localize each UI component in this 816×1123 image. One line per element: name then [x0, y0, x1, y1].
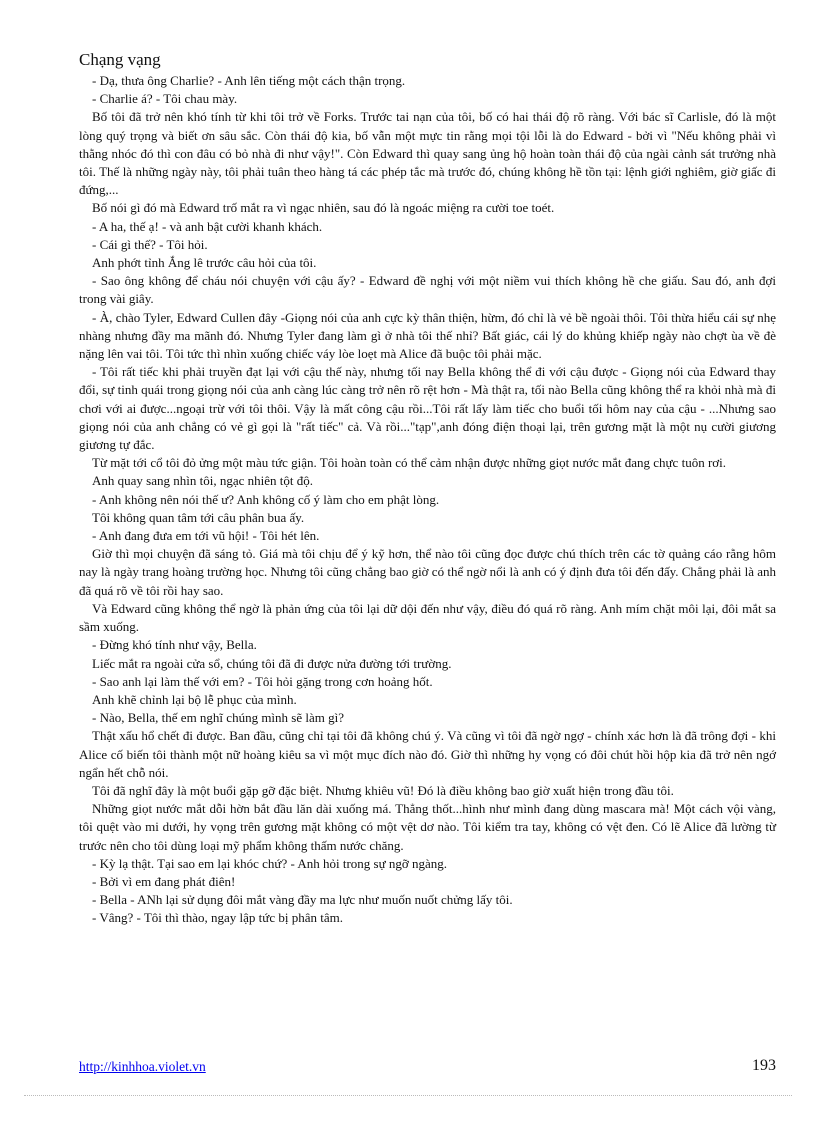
chapter-title: Chạng vạng: [79, 50, 161, 69]
paragraph: - Charlie á? - Tôi chau mày.: [92, 91, 238, 107]
paragraph: Giờ thì mọi chuyện đã sáng tỏ. Giá mà tôi chịu để ý kỹ hơn, thể nào tôi cũng đọc được chú thích trên các tờ quảng cáo rằng hôm nay là ngày trang hoàng trường học. Nhưng tôi cũng chẳng bao giờ có thể ngờ nổi là anh có ý định đưa tôi đến đấy. Chẳng phải là anh đã quá rõ về tôi rồi hay sao.: [79, 546, 776, 598]
body-text: [79, 72, 776, 928]
paragraph: Bố nói gì đó mà Edward trố mắt ra vì ngạc nhiên, sau đó là ngoác miệng ra cười toe toét.: [92, 200, 555, 216]
paragraph: - Kỳ lạ thật. Tại sao em lại khóc chứ? - Anh hỏi trong sự ngỡ ngàng.: [92, 855, 448, 871]
paragraph: - Tôi rất tiếc khi phải truyền đạt lại với cậu thế này, nhưng tối nay Bella không thể đi với cậu được - Giọng nói của Edward thay đổi, sự tinh quái trong giọng nói của anh càng lúc càng trở nên rõ rệt hơn - Mà thật ra, tối nào Bella cũng không thể ra khỏi nhà mà đi chơi với ai được...ngoại trừ với tôi thôi. Vậy là mất công cậu rồi...Tôi rất lấy làm tiếc cho buổi tối hôm nay của cậu - ...Nhưng sao giọng nói của anh chẳng có vẻ gì gọi là "rất tiếc" cả. Và rồi..."tạp",anh đóng điện thoại lại, trên gương mặt là một nụ cười giương giương tự đắc.: [79, 364, 776, 453]
paragraph: Anh quay sang nhìn tôi, ngạc nhiên tột độ.: [92, 473, 313, 489]
paragraph: - Anh đang đưa em tới vũ hội! - Tôi hét lên.: [92, 528, 320, 544]
paragraph: - Sao ông không để cháu nói chuyện với cậu ấy? - Edward đề nghị với một niềm vui thích không hề che giấu. Sau đó, anh đợi trong vài giây.: [79, 273, 776, 307]
paragraph: - Bởi vì em đang phát điên!: [92, 873, 236, 889]
paragraph: Liếc mắt ra ngoài cửa sổ, chúng tôi đã đi được nửa đường tới trường.: [92, 655, 452, 671]
paragraph: - Bella - ANh lại sử dụng đôi mắt vàng đầy ma lực như muốn nuốt chửng lấy tôi.: [92, 892, 513, 908]
bottom-divider: [24, 1095, 792, 1096]
paragraph: Tôi đã nghĩ đây là một buổi gặp gỡ đặc biệt. Nhưng khiêu vũ! Đó là điều không bao giờ xuất hiện trong đầu tôi.: [92, 782, 674, 798]
paragraph: - Đừng khó tính như vậy, Bella.: [92, 637, 257, 653]
paragraph: Bố tôi đã trở nên khó tính từ khi tôi trở về Forks. Trước tai nạn của tôi, bố có hai thái độ rõ ràng. Với bác sĩ Carlisle, đó là một lòng quý trọng và biết ơn sâu sắc. Còn thái độ kia, bố vẫn một mực tin rằng mọi tội lỗi là do Edward - bởi vì "Nếu không phải vì thằng nhóc đó thì con đâu có bỏ nhà đi như vậy!". Còn Edward thì quay sang ủng hộ hoàn toàn thái độ của ngài cảnh sát trưởng nhà tôi. Thế là những ngày này, tôi phải tuân theo hàng tá các phép tắc mà trước đó, chúng không hề tồn tại: lệnh giới nghiêm, giờ giấc đi đứng,...: [79, 109, 776, 198]
paragraph: - Dạ, thưa ông Charlie? - Anh lên tiếng một cách thận trọng.: [92, 73, 406, 88]
paragraph: Anh phớt tỉnh Ắng lê trước câu hỏi của tôi.: [92, 255, 317, 271]
paragraph: - Vâng? - Tôi thì thào, ngay lập tức bị phân tâm.: [92, 910, 343, 926]
paragraph: - À, chào Tyler, Edward Cullen đây -Giọng nói của anh cực kỳ thân thiện, hừm, đó chỉ là vẻ bề ngoài thôi. Tôi thừa hiểu cái sự nhẹ nhàng nhưng đầy ma mãnh đó. Nhưng Tyler đang làm gì ở nhà tôi thế nhỉ? Bất giác, cái lý do khủng khiếp ngày nào chợt ùa về đè nặng lên vai tôi. Tôi tức thì nhìn xuống chiếc váy lòe loẹt mà Alice đã buộc tôi phải mặc.: [79, 309, 776, 362]
footer-link[interactable]: http://kinhhoa.violet.vn: [79, 1059, 206, 1074]
paragraph: Tôi không quan tâm tới câu phân bua ấy.: [92, 509, 305, 525]
paragraph: Từ mặt tới cổ tôi đỏ ửng một màu tức giận. Tôi hoàn toàn có thể cảm nhận được những giọt nước mắt đang chực tuôn rơi.: [92, 455, 727, 471]
paragraph: Và Edward cũng không thể ngờ là phản ứng của tôi lại dữ dội đến như vậy, điều đó quá rõ ràng. Anh mím chặt môi lại, đôi mắt sa sầm xuống.: [79, 600, 776, 635]
paragraph: Những giọt nước mắt dỗi hờn bắt đầu lăn dài xuống má. Thẳng thốt...hình như mình đang dùng mascara mà! Một cách vội vàng, tôi quệt vào mi dưới, hy vọng trên gương mặt không có một vệt dơ nào. Tôi kiểm tra tay, không có vệt đen. Có lẽ Alice đã lường từ trước nên cho tôi dùng loại mỹ phẩm không thấm nước chăng.: [79, 801, 776, 853]
paragraph: - Nào, Bella, thế em nghĩ chúng mình sẽ làm gì?: [92, 710, 344, 726]
paragraph: - A ha, thế ạ! - và anh bật cười khanh khách.: [92, 218, 323, 234]
paragraph: - Sao anh lại làm thế với em? - Tôi hỏi gặng trong cơn hoảng hốt.: [92, 673, 433, 689]
page-content: [79, 50, 776, 928]
paragraph: Thật xấu hổ chết đi được. Ban đầu, cũng chỉ tại tôi đã không chú ý. Và cũng vì tôi đã ngờ ngợ - chính xác hơn là đã trông đợi - khi Alice cố biến tôi thành một nữ hoàng kiêu sa vì một mục đích nào đó. Giờ thì những hy vọng có đôi chút hồi hộp kia đã trở nên ngớ ngẩn hết chỗ nói.: [79, 728, 776, 780]
paragraph: - Cái gì thế? - Tôi hỏi.: [92, 236, 208, 252]
paragraph: - Anh không nên nói thế ư? Anh không cố ý làm cho em phật lòng.: [92, 491, 440, 507]
paragraph: Anh khẽ chỉnh lại bộ lễ phục của mình.: [92, 691, 297, 707]
page-number: 193: [752, 1057, 776, 1074]
